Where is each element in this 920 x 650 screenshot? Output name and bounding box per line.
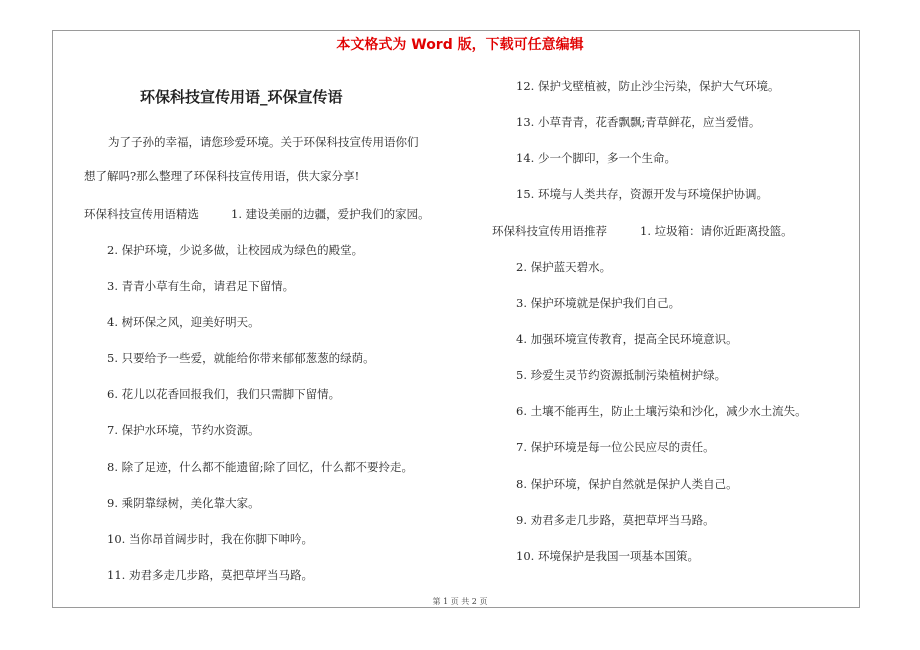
word-format-banner: 本文格式为 Word 版，下载可任意编辑	[336, 37, 584, 53]
list-item: 11. 劝君多走几步路，莫把草坪当马路。	[107, 568, 313, 582]
intro-line: 想了解吗?那么整理了环保科技宣传用语，供大家分享!	[84, 169, 360, 183]
list-item: 15. 环境与人类共存，资源开发与环境保护协调。	[516, 187, 768, 201]
list-item: 6. 土壤不能再生，防止土壤污染和沙化，减少水土流失。	[516, 404, 807, 418]
list-item: 13. 小草青青，花香飘飘;青草鲜花，应当爱惜。	[516, 115, 761, 129]
list-item: 9. 劝君多走几步路，莫把草坪当马路。	[516, 513, 715, 527]
list-item: 5. 珍爱生灵节约资源抵制污染植树护绿。	[516, 368, 727, 382]
list-item: 10. 环境保护是我国一项基本国策。	[516, 549, 699, 563]
page-title: 环保科技宣传用语_环保宣传语	[140, 88, 343, 106]
list-item: 4. 树环保之风，迎美好明天。	[107, 315, 260, 329]
section-heading: 环保科技宣传用语推荐	[492, 224, 607, 238]
list-item: 2. 保护蓝天碧水。	[516, 260, 612, 274]
list-item: 8. 保护环境，保护自然就是保护人类自己。	[516, 477, 738, 491]
list-item: 2. 保护环境，少说多做，让校园成为绿色的殿堂。	[107, 243, 364, 257]
list-item: 5. 只要给予一些爱，就能给你带来郁郁葱葱的绿荫。	[107, 351, 375, 365]
list-item: 10. 当你昂首阔步时，我在你脚下呻吟。	[107, 532, 313, 546]
list-item: 3. 青青小草有生命，请君足下留情。	[107, 279, 295, 293]
section-heading: 环保科技宣传用语精选	[84, 207, 199, 221]
list-item: 12. 保护戈壁植被，防止沙尘污染，保护大气环境。	[516, 79, 780, 93]
list-item: 1. 垃圾箱：请你近距离投篮。	[640, 224, 793, 238]
intro-line: 为了子孙的幸福，请您珍爱环境。关于环保科技宣传用语你们	[108, 135, 419, 149]
list-item: 1. 建设美丽的边疆，爱护我们的家园。	[231, 207, 430, 221]
list-item: 8. 除了足迹，什么都不能遗留;除了回忆，什么都不要拎走。	[107, 460, 413, 474]
list-item: 14. 少一个脚印，多一个生命。	[516, 151, 676, 165]
list-item: 9. 乘阴靠绿树，美化靠大家。	[107, 496, 260, 510]
list-item: 3. 保护环境就是保护我们自己。	[516, 296, 681, 310]
list-item: 4. 加强环境宣传教育，提高全民环境意识。	[516, 332, 738, 346]
list-item: 7. 保护环境是每一位公民应尽的责任。	[516, 440, 715, 454]
list-item: 6. 花儿以花香回报我们，我们只需脚下留情。	[107, 387, 341, 401]
page-number-footer: 第 1 页 共 2 页	[432, 597, 488, 606]
list-item: 7. 保护水环境，节约水资源。	[107, 423, 260, 437]
